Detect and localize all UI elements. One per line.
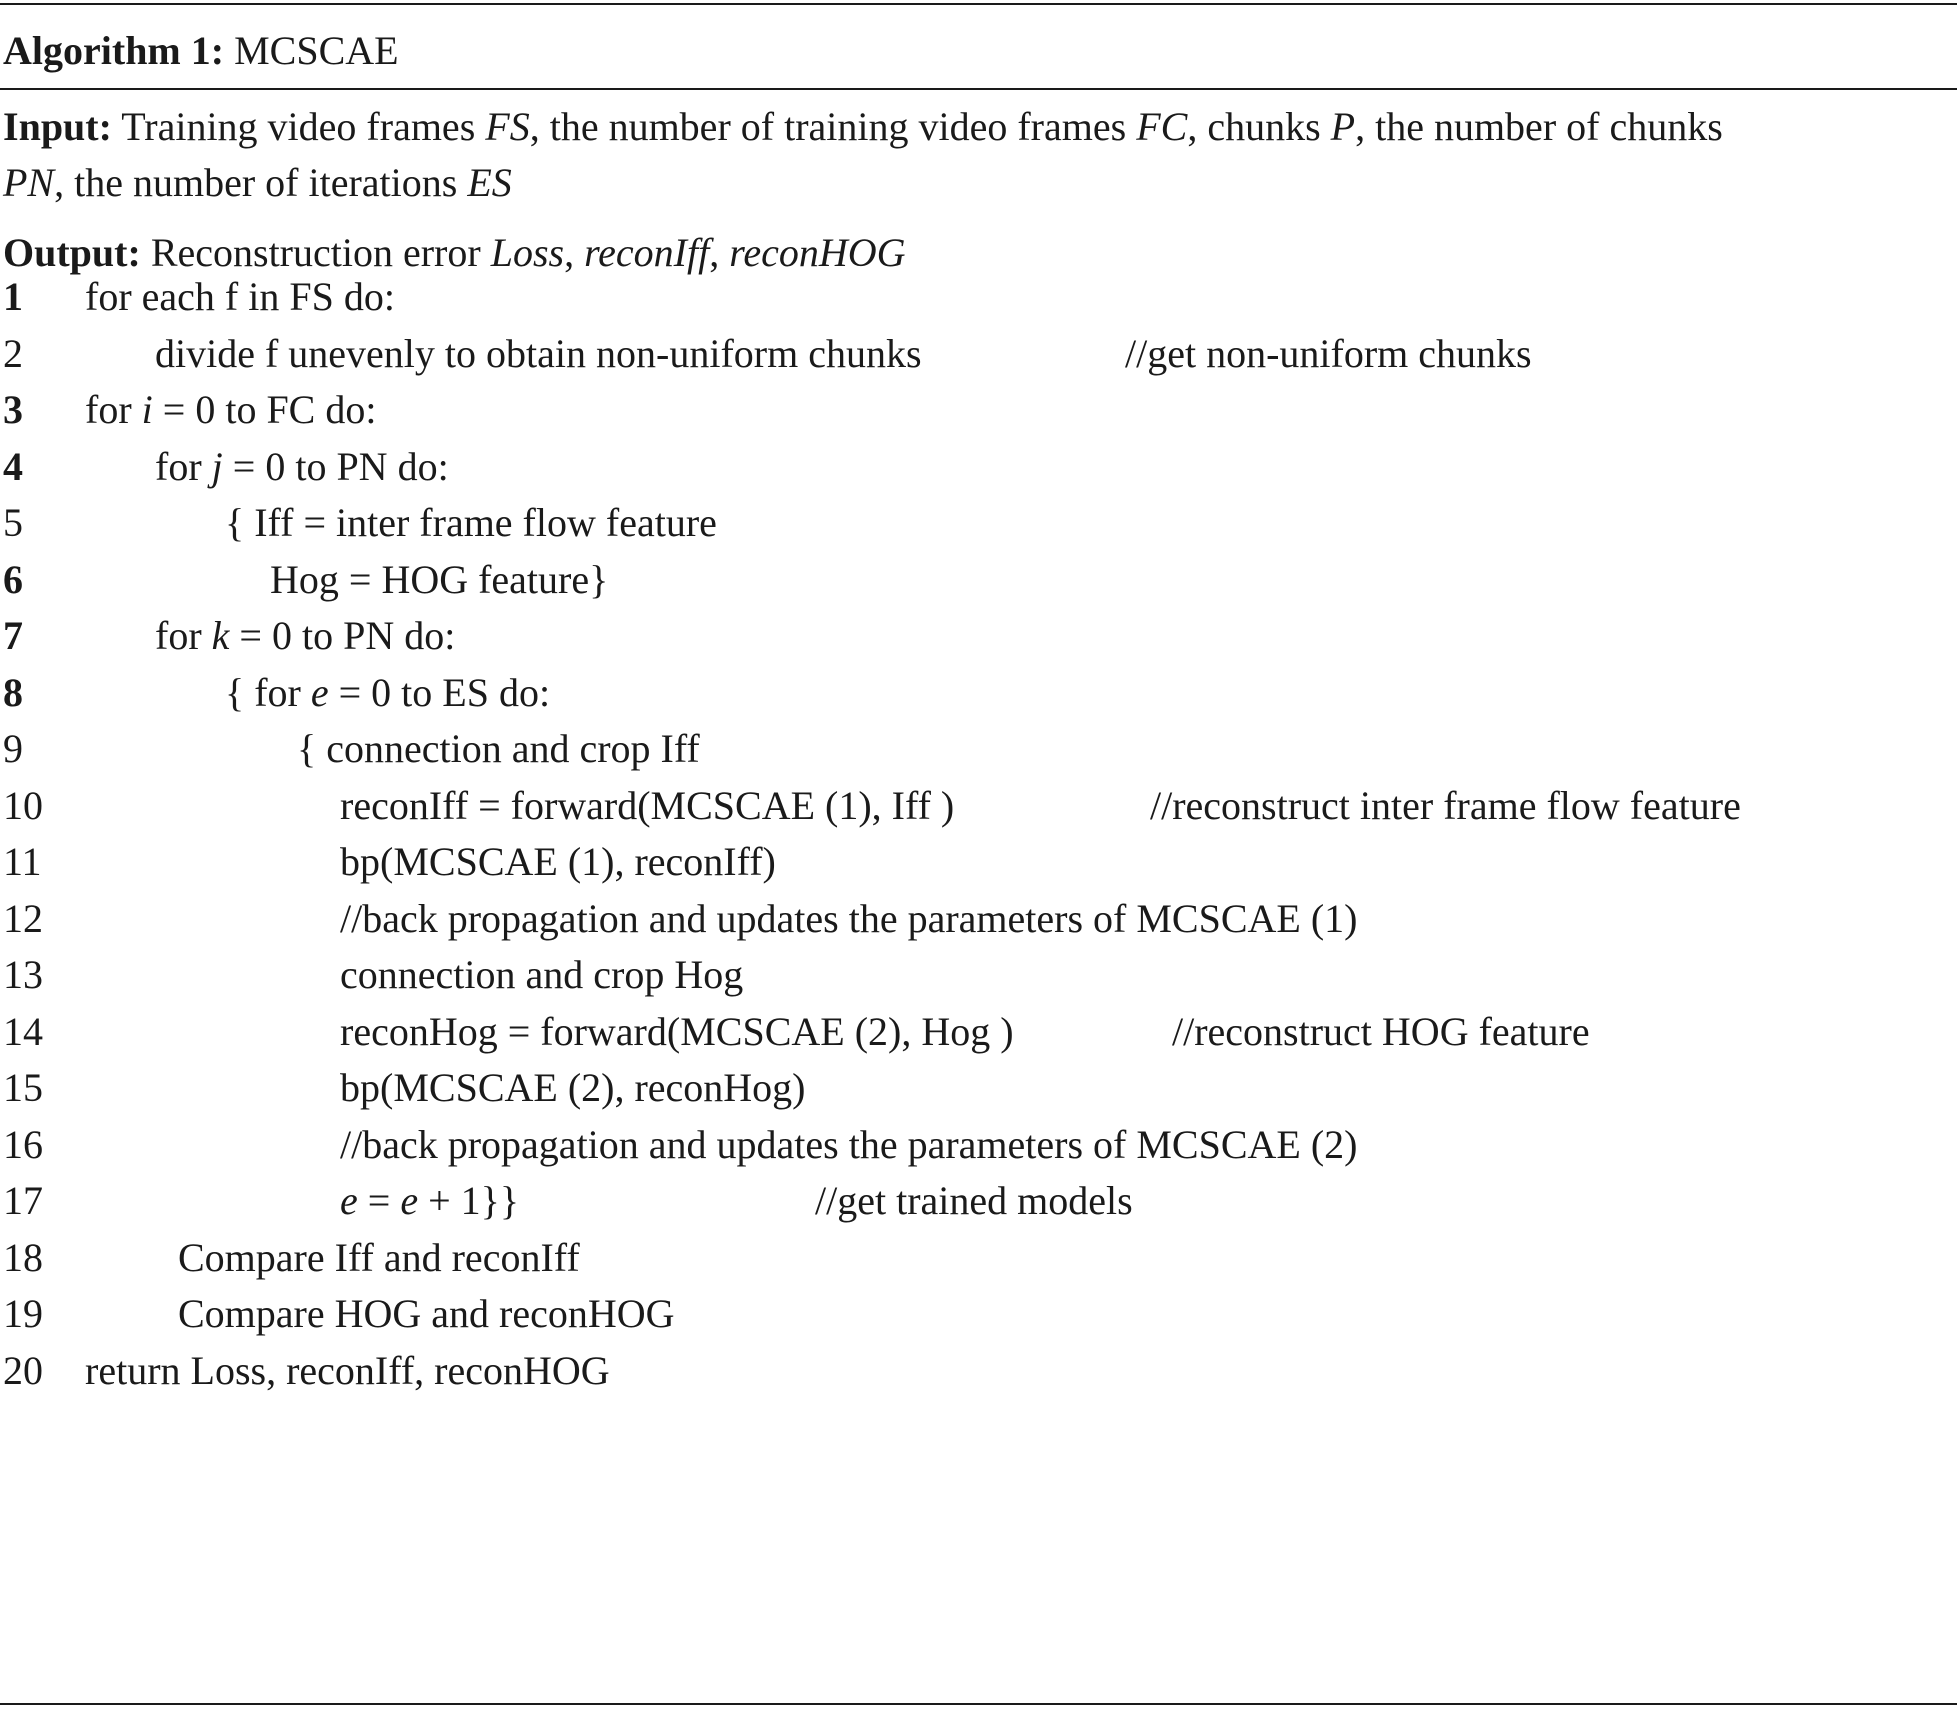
- algorithm-line: [0, 552, 1957, 608]
- line-number: 2: [3, 330, 23, 376]
- line-number: 9: [3, 726, 23, 771]
- italic-term: Loss: [490, 230, 565, 275]
- text-segment: return Loss, reconIff, reconHOG: [85, 1347, 610, 1393]
- algorithm-line: [0, 947, 1957, 1003]
- line-number: 3: [3, 387, 23, 432]
- line-comment: //get trained models: [815, 1178, 1133, 1223]
- algorithm-line: [0, 1286, 1957, 1342]
- input-text-1: [112, 104, 1723, 149]
- text-segment: , the number of chunks: [1355, 104, 1723, 149]
- text-segment: bp(MCSCAE (2), reconHog): [340, 1065, 806, 1110]
- line-number: 17: [3, 1178, 43, 1223]
- algorithm-line: [0, 269, 1957, 325]
- algorithm-line: [0, 1343, 1957, 1399]
- text-segment: , the number of training video frames: [529, 104, 1137, 149]
- algorithm-line: [0, 891, 1957, 947]
- text-segment: reconHog = forward(MCSCAE (2), Hog ): [340, 1008, 1014, 1054]
- text-segment: ,: [709, 230, 730, 275]
- input-label: Input:: [3, 104, 112, 149]
- text-segment: ,: [564, 230, 585, 275]
- line-code: [225, 495, 717, 551]
- line-number: 16: [3, 1121, 43, 1167]
- line-code: [85, 269, 395, 325]
- text-segment: connection and crop Hog: [340, 952, 744, 997]
- line-number: 11: [3, 839, 42, 884]
- line-code: [340, 1060, 806, 1116]
- line-code: [340, 1117, 1358, 1173]
- text-segment: =: [357, 1178, 401, 1223]
- line-comment: //reconstruct HOG feature: [1172, 1008, 1590, 1054]
- text-segment: , chunks: [1187, 104, 1331, 149]
- line-code: [340, 1173, 519, 1229]
- line-code: [155, 439, 449, 495]
- text-segment: //back propagation and updates the parameters of MCSCAE (2): [340, 1121, 1358, 1167]
- line-code: [178, 1286, 675, 1342]
- text-segment: //back propagation and updates the parameters of MCSCAE (1): [340, 895, 1358, 941]
- line-code: [85, 1343, 610, 1399]
- line-number: 19: [3, 1291, 43, 1336]
- line-code: [270, 552, 608, 608]
- text-segment: , the number of iterations: [54, 160, 468, 205]
- line-number: 13: [3, 952, 43, 997]
- italic-term: ES: [467, 160, 512, 205]
- text-segment: = 0 to PN do:: [229, 613, 456, 658]
- line-number: 6: [3, 556, 23, 602]
- algorithm-line: [0, 495, 1957, 551]
- line-code: [340, 947, 743, 1003]
- algorithm-line: [0, 326, 1957, 382]
- italic-term: k: [211, 613, 230, 658]
- line-code: [155, 326, 922, 382]
- text-segment: Hog = HOG feature}: [270, 556, 609, 602]
- line-number: 5: [3, 500, 23, 545]
- line-number: 4: [3, 443, 23, 489]
- text-segment: Training video frames: [111, 104, 486, 149]
- text-segment: for: [155, 443, 212, 489]
- line-number: 1: [3, 274, 23, 319]
- line-code: [178, 1230, 580, 1286]
- line-code: [85, 382, 376, 438]
- italic-term: reconHOG: [729, 230, 906, 275]
- text-segment: + 1}}: [418, 1178, 520, 1223]
- text-segment: = 0 to FC do:: [152, 387, 377, 432]
- text-segment: { Iff = inter frame flow feature: [225, 500, 717, 545]
- line-number: 14: [3, 1008, 43, 1054]
- output-label: Output:: [3, 230, 141, 275]
- algorithm-line: [0, 1173, 1957, 1229]
- italic-term: PN: [3, 160, 55, 205]
- text-segment: Compare HOG and reconHOG: [178, 1291, 675, 1336]
- text-segment: { connection and crop Iff: [297, 726, 700, 771]
- italic-term: FC: [1136, 104, 1188, 149]
- line-code: [340, 778, 954, 834]
- line-code: [340, 891, 1358, 947]
- line-comment: //reconstruct inter frame flow feature: [1150, 782, 1741, 828]
- text-segment: Reconstruction error: [140, 230, 491, 275]
- algorithm-line: [0, 778, 1957, 834]
- algorithm-line: [0, 834, 1957, 890]
- text-segment: Compare Iff and reconIff: [178, 1234, 580, 1280]
- input-line-2: [3, 156, 512, 210]
- bottom-rule: [0, 1703, 1957, 1705]
- line-number: 20: [3, 1347, 43, 1393]
- algorithm-line: [0, 382, 1957, 438]
- algorithm-line: [0, 439, 1957, 495]
- algorithm-line: [0, 721, 1957, 777]
- italic-term: e: [310, 669, 329, 715]
- text-segment: bp(MCSCAE (1), reconIff): [340, 839, 776, 884]
- italic-term: FS: [485, 104, 530, 149]
- line-code: [225, 665, 550, 721]
- text-segment: for each f in FS do:: [85, 274, 395, 319]
- line-code: [340, 834, 776, 890]
- title-rule: [0, 88, 1957, 90]
- line-number: 10: [3, 782, 43, 828]
- line-comment: //get non-uniform chunks: [1125, 330, 1532, 376]
- line-code: [340, 1004, 1014, 1060]
- algorithm-line: [0, 1060, 1957, 1116]
- algorithm-line: [0, 608, 1957, 664]
- text-segment: reconIff = forward(MCSCAE (1), Iff ): [340, 782, 955, 828]
- algorithm-label: Algorithm 1:: [3, 28, 225, 73]
- italic-term: i: [141, 387, 153, 432]
- line-code: [155, 608, 455, 664]
- line-number: 8: [3, 669, 23, 715]
- input-line-1: [3, 100, 1723, 154]
- italic-term: j: [211, 443, 223, 489]
- text-segment: = 0 to ES do:: [328, 669, 551, 715]
- algorithm-title: [3, 24, 399, 78]
- algorithm-line: [0, 1117, 1957, 1173]
- algorithm-line: [0, 1004, 1957, 1060]
- line-number: 15: [3, 1065, 43, 1110]
- text-segment: = 0 to PN do:: [222, 443, 449, 489]
- input-text-2: [3, 160, 512, 205]
- line-number: 12: [3, 895, 43, 941]
- italic-term: e: [400, 1178, 419, 1223]
- algorithm-line: [0, 1230, 1957, 1286]
- text-segment: divide f unevenly to obtain non-uniform chunks: [155, 330, 922, 376]
- text-segment: for: [155, 613, 212, 658]
- top-rule: [0, 3, 1957, 5]
- algorithm-name: MCSCAE: [234, 28, 399, 73]
- italic-term: P: [1330, 104, 1356, 149]
- italic-term: reconIff: [584, 230, 710, 275]
- line-number: 18: [3, 1234, 43, 1280]
- line-code: [297, 721, 700, 777]
- text-segment: for: [85, 387, 142, 432]
- text-segment: { for: [225, 669, 311, 715]
- italic-term: e: [340, 1178, 358, 1223]
- algorithm-line: [0, 665, 1957, 721]
- line-number: 7: [3, 613, 23, 658]
